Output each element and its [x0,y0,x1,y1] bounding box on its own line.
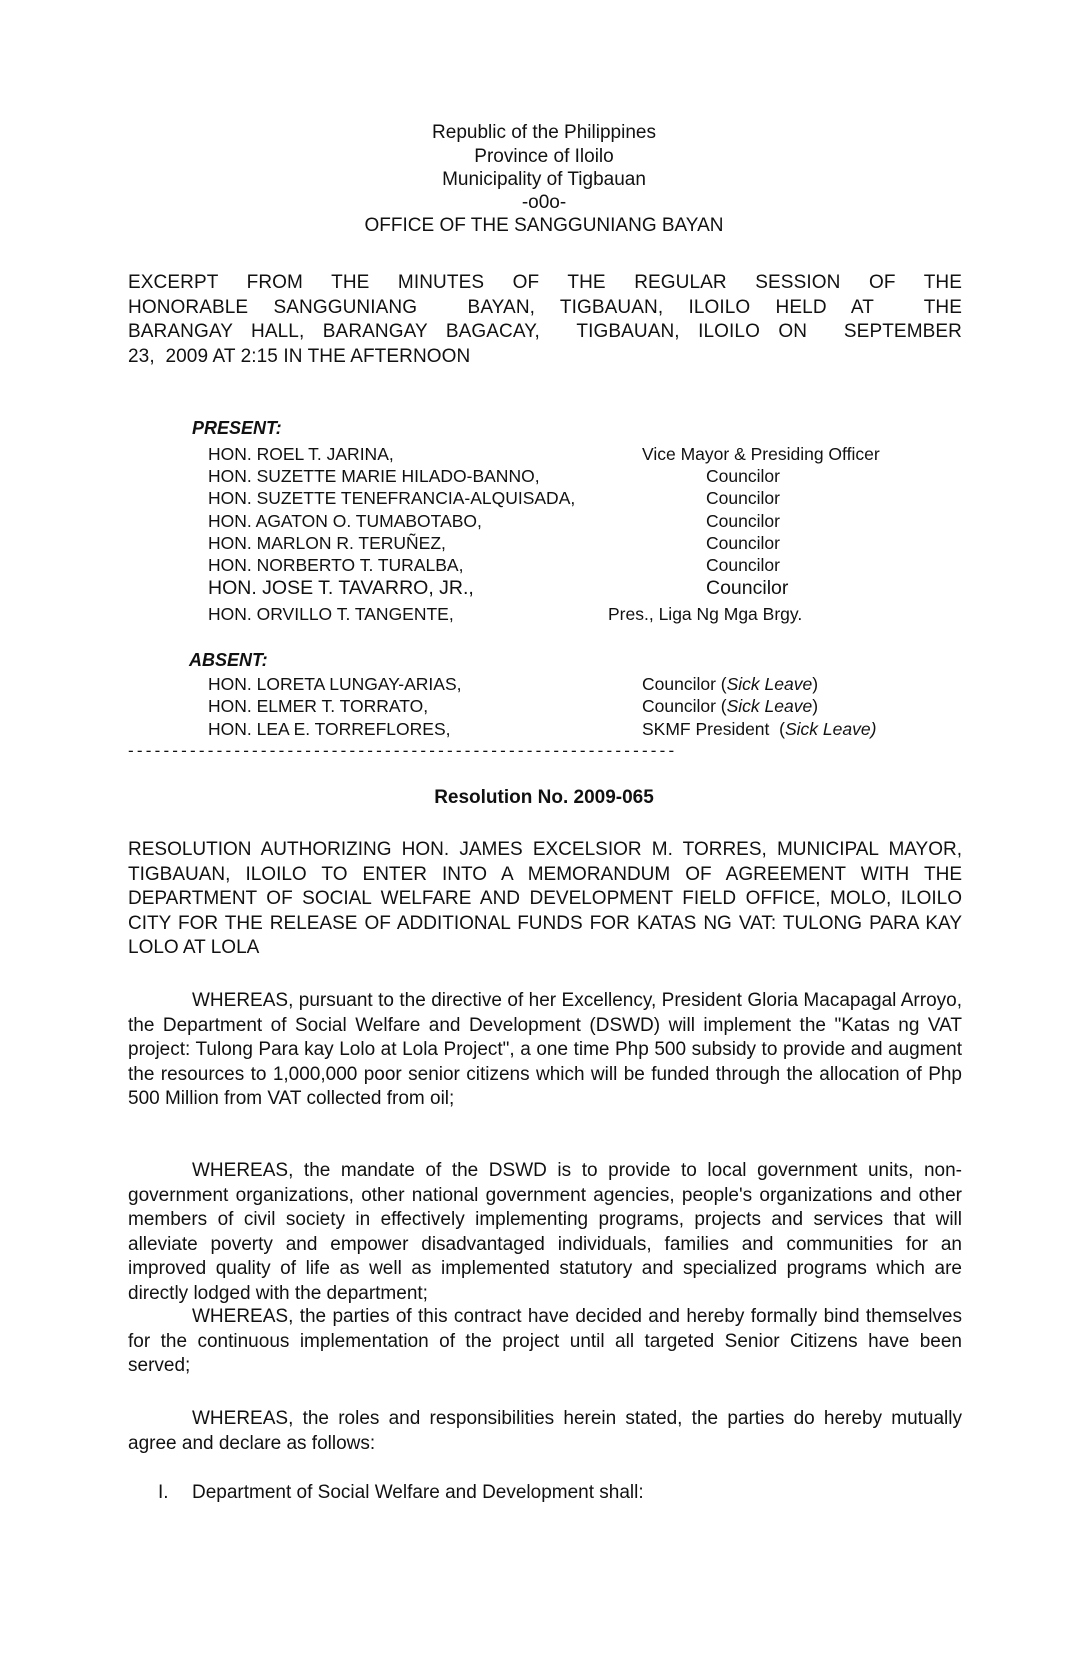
present-member-position: Councilor [706,511,780,531]
header-ornament: -o0o- [521,192,567,213]
whereas-text: WHEREAS, pursuant to the directive of her Excellency, President Gloria Macapagal Arroyo, the Department of Social Welfare and Development (DSWD) will implement the "Katas ng VAT project: Tulong Para kay Lolo at Lola Project", a one time Php 500 subsidy to provide and augment the resources to 1,000,000 poor senior citizens which will be funded through the allocation of Php 500 Million from VAT collected from oil; [128,990,962,1109]
close-paren: ) [812,674,819,694]
dashed-separator: -------------------------------------------------------------- [128,741,678,760]
header-office: OFFICE OF THE SANGGUNIANG BAYAN [364,215,724,236]
absent-member-name: HON. LORETA LUNGAY-ARIAS, [208,674,462,694]
present-label: PRESENT: [192,418,282,438]
leave-note: Sick Leave [726,674,813,694]
present-member-position: Vice Mayor & Presiding Officer [642,444,880,464]
present-member-name: HON. ROEL T. JARINA, [208,444,394,464]
present-member-position: Councilor [706,577,789,599]
whereas-paragraph [128,1407,962,1456]
absent-member-position [642,673,818,695]
absent-member-position [642,718,876,740]
header-province: Province of Iloilo [474,146,614,167]
absent-member-position [642,695,818,717]
list-item-number: I. [158,1482,169,1503]
excerpt-line: 23, 2009 AT 2:15 IN THE AFTERNOON [128,345,471,367]
excerpt-line: HONORABLE SANGGUNIANG BAYAN, TIGBAUAN, ILOILO HELD AT THE [128,296,962,318]
excerpt-line: EXCERPT FROM THE MINUTES OF THE REGULAR SESSION OF THE [128,272,962,293]
close-paren: ) [812,696,819,716]
header-municipality: Municipality of Tigbauan [442,169,646,190]
whereas-text: WHEREAS, the parties of this contract have decided and hereby formally bind themselves for the continuous implementation of the project until all targeted Senior Citizens have been served; [128,1306,962,1376]
present-member-name: HON. SUZETTE TENEFRANCIA-ALQUISADA, [208,488,576,508]
leave-note: Sick Leave [726,696,813,716]
position-text: Councilor ( [642,696,727,716]
absent-member-name: HON. LEA E. TORREFLORES, [208,719,451,739]
present-member-position: Councilor [706,488,780,508]
whereas-paragraph [128,1305,962,1379]
header-republic: Republic of the Philippines [432,122,656,143]
present-member-name: HON. NORBERTO T. TURALBA, [208,555,464,575]
list-item [158,1482,644,1504]
whereas-text: WHEREAS, the mandate of the DSWD is to provide to local government units, non-government organizations, other national government agencies, people's organizations and other members of civil society in effectively implementing programs, projects and services that will alleviate poverty and empower disadvantaged individuals, families and communities for an improved quality of life as well as implemented statutory and specialized programs which are directly lodged with the department; [128,1160,962,1304]
resolution-number: Resolution No. 2009-065 [434,787,654,808]
present-member-position: Councilor [706,555,780,575]
list-item-text: Department of Social Welfare and Development shall: [192,1482,644,1503]
present-member-position: Councilor [706,466,780,486]
present-member-name: HON. SUZETTE MARIE HILADO-BANNO, [208,466,540,486]
present-member-position: Councilor [706,533,780,553]
position-text: Councilor ( [642,674,727,694]
leave-note: Sick Leave) [784,719,877,739]
excerpt-line: BARANGAY HALL, BARANGAY BAGACAY, TIGBAUAN, ILOILO ON SEPTEMBER [128,321,962,342]
present-member-name: HON. JOSE T. TAVARRO, JR., [208,577,474,599]
whereas-paragraph [128,1159,962,1306]
whereas-text: WHEREAS, the roles and responsibilities herein stated, the parties do hereby mutually agree and declare as follows: [128,1408,962,1454]
whereas-paragraph [128,989,962,1112]
present-member-position: Pres., Liga Ng Mga Brgy. [608,604,803,624]
present-member-name: HON. ORVILLO T. TANGENTE, [208,604,454,624]
excerpt-heading [128,271,962,369]
absent-member-name: HON. ELMER T. TORRATO, [208,696,429,716]
absent-label: ABSENT: [189,650,268,670]
present-member-name: HON. AGATON O. TUMABOTABO, [208,511,482,531]
position-text: SKMF President ( [642,719,785,739]
resolution-title: RESOLUTION AUTHORIZING HON. JAMES EXCELSIOR M. TORRES, MUNICIPAL MAYOR, TIGBAUAN, ILOILO TO ENTER INTO A MEMORANDUM OF AGREEMENT WITH THE DEPARTMENT OF SOCIAL WELFARE AND DEVELOPMENT FIELD OFFICE, MOLO, ILOILO CITY FOR THE RELEASE OF ADDITIONAL FUNDS FOR KATAS NG VAT: TULONG PARA KAY LOLO AT LOLA [128,839,962,958]
present-member-name: HON. MARLON R. TERUÑEZ, [208,533,446,553]
